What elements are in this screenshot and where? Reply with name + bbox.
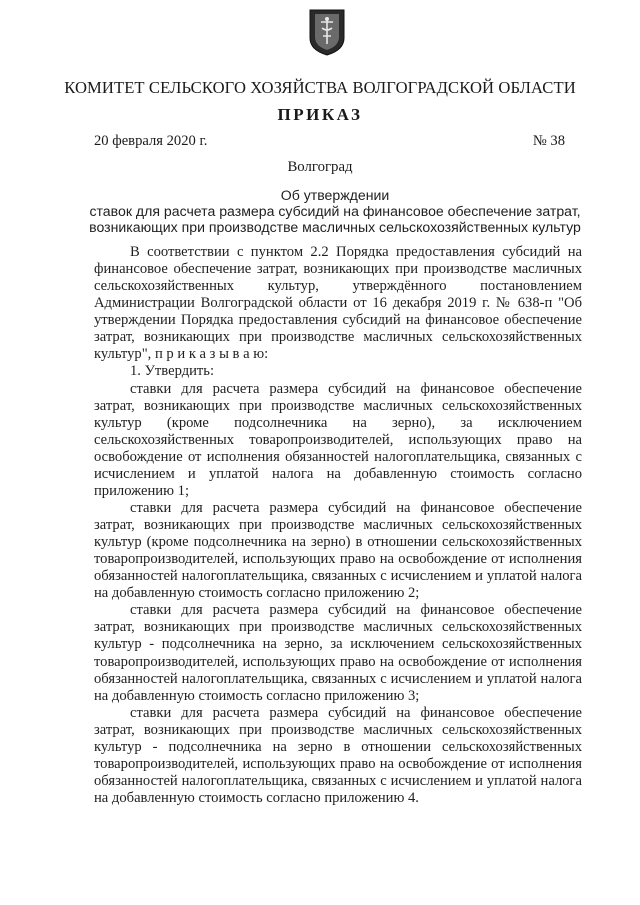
city-name: Волгоград [287, 159, 353, 175]
preamble-paragraph: В соответствии с пунктом 2.2 Порядка предоставления субсидий на финансовое обеспечение затрат, возникающих при производстве масличных сельскохозяйственных культур, утверждённого постановлением Администрации Волгоградской области от 16 декабря 2019 г. № 638-п "Об утверждении Порядка предоставления субсидий на финансовое обеспечение затрат, возникающих при производстве масличных сельскохозяйственных культур", п р и к а з ы в а ю: [94, 244, 582, 363]
title-line: ставок для расчета размера субсидий на финансовое обеспечение затрат, [89, 203, 581, 219]
rate-paragraph: ставки для расчета размера субсидий на финансовое обеспечение затрат, возникающих при производстве масличных сельскохозяйственных культур (кроме подсолнечника на зерно) в отношении сельскохозяйственных товаропроизводителей, использующих право на освобождение от исполнения обязанностей налогоплательщика, связанных с исчислением и уплатой налога на добавленную стоимость согласно приложению 2; [94, 499, 582, 602]
title-line: Об утверждении [280, 187, 390, 203]
rate-paragraph: ставки для расчета размера субсидий на финансовое обеспечение затрат, возникающих при производстве масличных сельскохозяйственных культур (кроме подсолнечника на зерно), за исключением сельскохозяйственных товаропроизводителей, использующих право на освобождение от исполнения обязанностей налогоплательщика, связанных с исчислением и уплатой налога на добавленную стоимость согласно приложению 1; [94, 380, 582, 499]
document-type: ПРИКАЗ [277, 105, 363, 124]
title-line: возникающих при производстве масличных сельскохозяйственных культур [89, 219, 581, 235]
order-date: 20 февраля 2020 г. [94, 133, 208, 149]
order-body [94, 244, 582, 807]
rate-paragraph: ставки для расчета размера субсидий на финансовое обеспечение затрат, возникающих при производстве масличных сельскохозяйственных культур - подсолнечника на зерно, за исключением сельскохозяйственных товаропроизводителей, использующих право на освобождение от исполнения обязанностей налогоплательщика, связанных с исчислением и уплатой налога на добавленную стоимость согласно приложению 3; [94, 602, 582, 704]
coat-of-arms-emblem [307, 8, 347, 56]
committee-name: КОМИТЕТ СЕЛЬСКОГО ХОЗЯЙСТВА ВОЛГОГРАДСКОЙ ОБЛАСТИ [64, 78, 576, 97]
order-title [60, 187, 610, 235]
item-heading: 1. Утвердить: [130, 363, 215, 380]
order-number: № 38 [532, 133, 565, 149]
rate-paragraph: ставки для расчета размера субсидий на финансовое обеспечение затрат, возникающих при производстве масличных сельскохозяйственных культур - подсолнечника на зерно в отношении сельскохозяйственных товаропроизводителей, использующих право на освобождение от исполнения обязанностей налогоплательщика, связанных с исчислением и уплатой налога на добавленную стоимость согласно приложению 4. [94, 704, 582, 806]
